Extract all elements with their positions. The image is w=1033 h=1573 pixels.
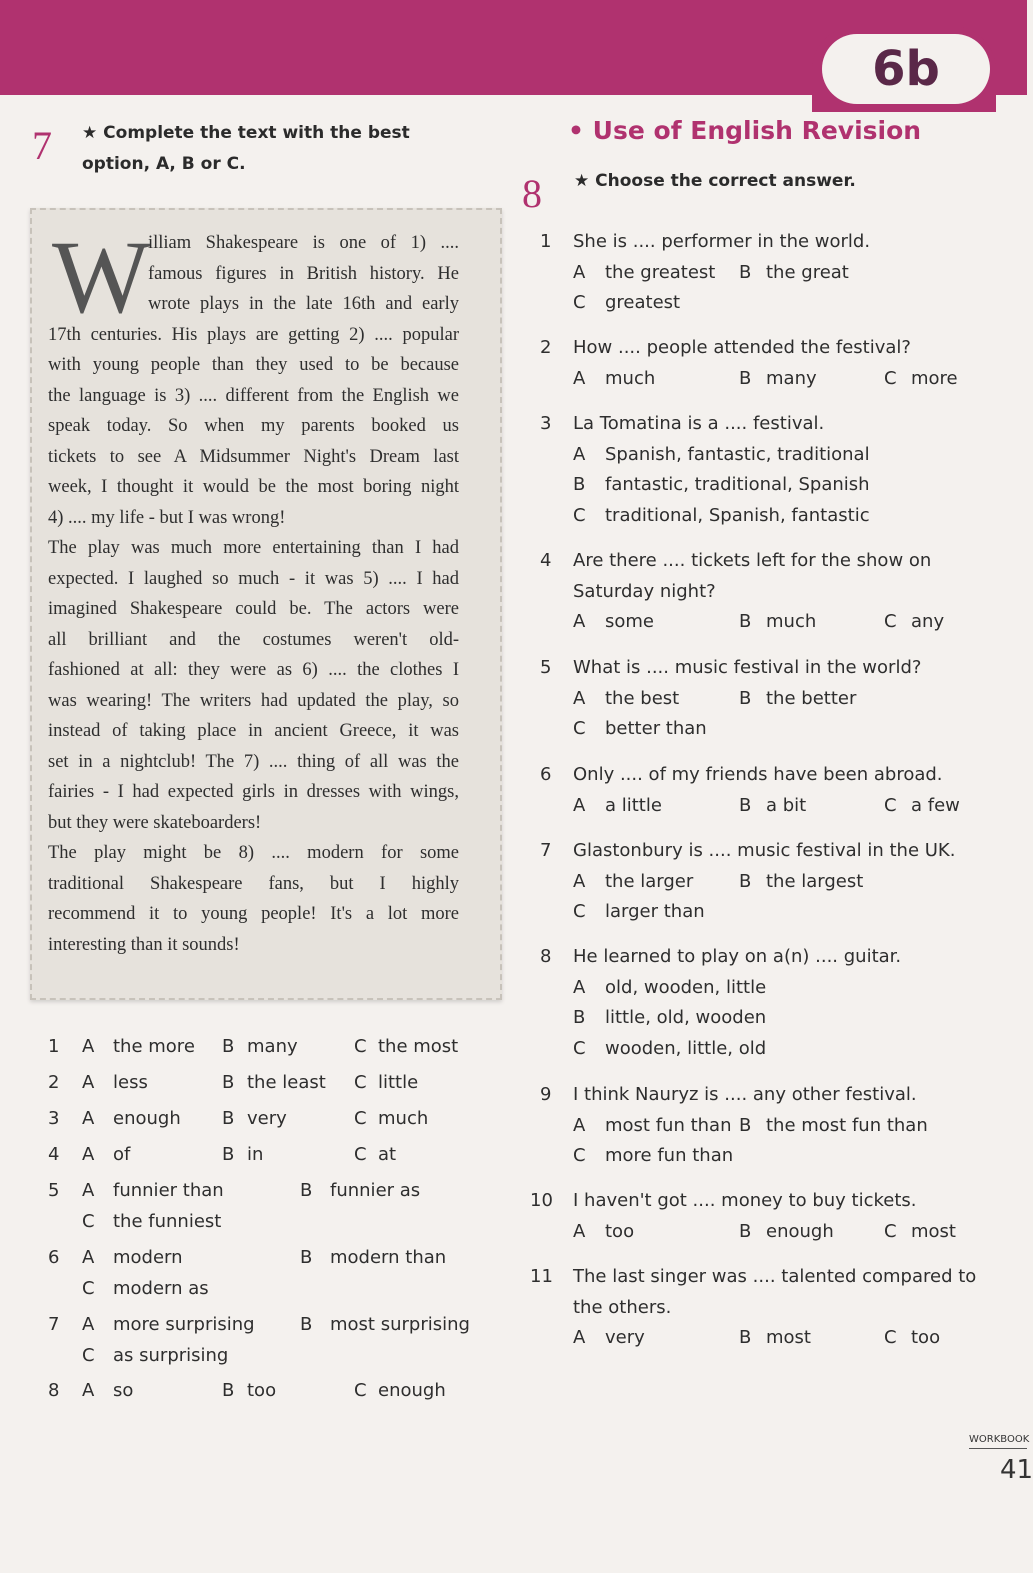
answer-b: the most fun than <box>766 1114 928 1136</box>
question-number: 5 <box>540 657 552 678</box>
answer-c: more fun than <box>605 1145 734 1166</box>
answer-b: many <box>766 367 817 389</box>
option-b: modern than <box>330 1247 447 1268</box>
answer-c: larger than <box>605 901 705 922</box>
answer-letter-c: C <box>573 901 586 922</box>
question-text: How .... people attended the festival? <box>573 337 911 358</box>
passage-line: expected. I laughed so much - it was 5) .... I had <box>48 568 459 589</box>
answer-c: most <box>911 1220 956 1242</box>
answer-letter-c: C <box>573 718 586 739</box>
exercise-7-instruction: ★ Complete the text with the best option, A, B or C. <box>82 123 410 174</box>
question-text: La Tomatina is a .... festival. <box>573 413 825 434</box>
option-number: 7 <box>48 1314 60 1335</box>
passage-line: illiam Shakespeare is one of 1) .... <box>148 233 459 253</box>
passage-line: but they were skateboarders! <box>48 812 262 833</box>
passage-line: tickets to see A Midsummer Night's Dream last <box>48 446 459 467</box>
question-number: 11 <box>530 1266 553 1287</box>
answer-b: the better <box>766 687 857 709</box>
answer-c: too <box>911 1327 941 1348</box>
passage-line: wrote plays in the late 16th and early <box>148 294 459 314</box>
passage-line: was wearing! The writers had updated the play, so <box>48 690 459 711</box>
answer-a: a little <box>605 794 662 816</box>
passage-line: traditional Shakespeare fans, but I highly <box>48 873 459 894</box>
question-number: 2 <box>540 337 552 358</box>
answer-c: any <box>911 611 945 632</box>
option-a: funnier than <box>113 1180 224 1201</box>
answer-letter-a: A <box>573 1114 586 1136</box>
section-title: • Use of English Revision <box>568 116 922 145</box>
option-a: the more <box>113 1036 195 1057</box>
answer-c: more <box>911 367 958 389</box>
answer-a: too <box>605 1220 635 1242</box>
option-b: many <box>247 1036 298 1057</box>
option-number: 8 <box>48 1380 60 1401</box>
option-number: 2 <box>48 1072 60 1093</box>
answer-letter-a: A <box>573 261 586 283</box>
answer-b: fantastic, traditional, Spanish <box>605 474 870 495</box>
page-number: 41 <box>1000 1455 1033 1485</box>
question-text: I think Nauryz is .... any other festival. <box>573 1084 917 1105</box>
option-letter-a: A <box>82 1144 95 1165</box>
answer-letter-c: C <box>573 1037 586 1059</box>
answer-letter-c: C <box>573 1145 586 1166</box>
option-letter-c: C <box>82 1345 95 1366</box>
passage-line: week, I thought it would be the most boring night <box>48 477 459 497</box>
option-letter-b: B <box>222 1380 235 1401</box>
option-letter-c: C <box>354 1072 367 1093</box>
answer-letter-b: B <box>739 1114 752 1136</box>
option-letter-b: B <box>300 1180 313 1201</box>
question-number: 3 <box>540 413 552 434</box>
question-text-cont: the others. <box>573 1296 672 1318</box>
answer-letter-b: B <box>739 794 752 816</box>
passage-line: famous figures in British history. He <box>148 263 459 284</box>
drop-cap: W <box>52 220 151 335</box>
option-a: of <box>113 1144 131 1165</box>
option-letter-c: C <box>354 1380 367 1401</box>
answer-letter-c: C <box>884 1220 897 1242</box>
question-text: I haven't got .... money to buy tickets. <box>573 1190 917 1211</box>
answer-letter-a: A <box>573 794 586 816</box>
option-number: 4 <box>48 1144 60 1165</box>
answer-letter-a: A <box>573 443 586 465</box>
option-letter-a: A <box>82 1108 95 1129</box>
answer-letter-a: A <box>573 687 586 709</box>
answer-a: old, wooden, little <box>605 976 767 998</box>
answer-c: wooden, little, old <box>605 1037 767 1059</box>
option-a: so <box>113 1380 134 1401</box>
passage-line: the language is 3) .... different from the English we <box>48 385 459 406</box>
answer-a: most fun than <box>605 1114 732 1136</box>
option-b: in <box>247 1144 264 1165</box>
answer-letter-a: A <box>573 1327 586 1348</box>
option-b: most surprising <box>330 1314 470 1335</box>
option-c: modern as <box>113 1278 209 1299</box>
passage-line: set in a nightclub! The 7) .... thing of all was the <box>48 751 459 772</box>
option-c: little <box>378 1072 419 1093</box>
option-number: 5 <box>48 1180 60 1201</box>
passage-line: imagined Shakespeare could be. The actors were <box>48 599 459 619</box>
option-a: enough <box>113 1108 181 1129</box>
question-text: Are there .... tickets left for the show on <box>573 550 932 571</box>
option-b: too <box>247 1380 277 1401</box>
answer-b: most <box>766 1327 811 1348</box>
option-number: 1 <box>48 1036 60 1057</box>
answer-letter-c: C <box>884 794 897 816</box>
option-letter-c: C <box>354 1036 367 1057</box>
option-number: 6 <box>48 1247 60 1268</box>
answer-letter-c: C <box>884 367 897 389</box>
option-b: funnier as <box>330 1180 421 1201</box>
answer-letter-b: B <box>739 687 752 709</box>
answer-letter-b: B <box>739 1327 752 1348</box>
answer-letter-a: A <box>573 870 586 892</box>
answer-c: a few <box>911 794 960 816</box>
answer-a: the best <box>605 687 680 709</box>
answer-letter-a: A <box>573 976 586 998</box>
option-c: the most <box>378 1036 459 1057</box>
question-text: Glastonbury is .... music festival in the UK. <box>573 840 956 861</box>
question-number: 8 <box>540 946 552 967</box>
option-letter-b: B <box>300 1314 313 1335</box>
option-c: the funniest <box>113 1211 222 1232</box>
answer-a: some <box>605 611 654 632</box>
answer-letter-b: B <box>739 261 752 283</box>
option-letter-a: A <box>82 1247 95 1268</box>
option-letter-b: B <box>222 1108 235 1129</box>
option-letter-a: A <box>82 1180 95 1201</box>
option-letter-a: A <box>82 1380 95 1401</box>
answer-b: a bit <box>766 794 807 816</box>
answer-a: very <box>605 1327 645 1348</box>
option-letter-a: A <box>82 1314 95 1335</box>
option-c: as surprising <box>113 1345 229 1366</box>
question-number: 1 <box>540 231 552 252</box>
option-letter-b: B <box>222 1036 235 1057</box>
passage-line: speak today. So when my parents booked us <box>48 416 459 436</box>
option-letter-c: C <box>82 1211 95 1232</box>
option-a: modern <box>113 1247 183 1268</box>
option-number: 3 <box>48 1108 60 1129</box>
option-c: much <box>378 1108 429 1129</box>
answer-a: much <box>605 367 656 389</box>
answer-a: Spanish, fantastic, traditional <box>605 443 870 465</box>
exercise-7-number: 7 <box>32 123 52 168</box>
passage-line: recommend it to young people! It's a lot more <box>48 904 459 924</box>
option-letter-b: B <box>222 1072 235 1093</box>
option-c: at <box>378 1144 397 1165</box>
question-text: The last singer was .... talented compared to <box>573 1266 977 1287</box>
option-c: enough <box>378 1380 446 1401</box>
answer-letter-c: C <box>884 611 897 632</box>
answer-a: the larger <box>605 870 694 892</box>
answer-b: much <box>766 611 817 632</box>
answer-b: the great <box>766 261 849 283</box>
question-number: 7 <box>540 840 552 861</box>
answer-letter-c: C <box>573 504 586 526</box>
answer-letter-c: C <box>884 1327 897 1348</box>
option-letter-b: B <box>222 1144 235 1165</box>
option-letter-a: A <box>82 1072 95 1093</box>
passage-line: The play might be 8) .... modern for some <box>48 843 459 863</box>
answer-letter-b: B <box>739 870 752 892</box>
passage-line: instead of taking place in ancient Greece, it was <box>48 721 459 741</box>
exercise-8-instruction: ★ Choose the correct answer. <box>574 171 856 191</box>
passage-line: with young people than they used to be because <box>48 355 459 375</box>
question-number: 6 <box>540 764 552 785</box>
question-text: What is .... music festival in the world? <box>573 657 922 678</box>
option-letter-c: C <box>354 1108 367 1129</box>
footer-divider <box>969 1448 1027 1449</box>
passage-line: 17th centuries. His plays are getting 2) .... popular <box>48 324 459 345</box>
option-a: less <box>113 1072 148 1093</box>
passage-line: fairies - I had expected girls in dresses with wings, <box>48 782 459 802</box>
option-b: the least <box>247 1072 326 1093</box>
option-b: very <box>247 1108 287 1129</box>
option-letter-c: C <box>354 1144 367 1165</box>
workbook-label: WORKBOOK <box>969 1434 1030 1445</box>
passage-line: The play was much more entertaining than I had <box>48 538 459 558</box>
answer-letter-b: B <box>739 367 752 389</box>
answer-letter-b: B <box>739 1220 752 1242</box>
passage-line: 4) .... my life - but I was wrong! <box>48 507 286 528</box>
answer-c: better than <box>605 718 707 739</box>
passage-line: fashioned at all: they were as 6) .... the clothes I <box>48 660 459 680</box>
answer-letter-b: B <box>573 474 586 495</box>
option-a: more surprising <box>113 1314 255 1335</box>
answer-letter-c: C <box>573 292 586 313</box>
question-number: 9 <box>540 1084 552 1105</box>
answer-c: traditional, Spanish, fantastic <box>605 504 870 526</box>
exercise-8-number: 8 <box>522 171 542 216</box>
question-text-cont: Saturday night? <box>573 580 716 602</box>
answer-a: the greatest <box>605 261 716 283</box>
answer-c: greatest <box>605 292 681 313</box>
answer-letter-a: A <box>573 1220 586 1242</box>
answer-letter-a: A <box>573 367 586 389</box>
option-letter-a: A <box>82 1036 95 1057</box>
question-number: 4 <box>540 550 552 571</box>
unit-label: 6b <box>872 41 940 97</box>
answer-letter-b: B <box>573 1007 586 1028</box>
question-text: Only .... of my friends have been abroad. <box>573 764 943 785</box>
answer-letter-a: A <box>573 611 586 632</box>
passage-line: all brilliant and the costumes weren't old- <box>48 629 459 650</box>
question-number: 10 <box>530 1190 553 1211</box>
answer-letter-b: B <box>739 611 752 632</box>
answer-b: enough <box>766 1220 834 1242</box>
answer-b: little, old, wooden <box>605 1007 767 1028</box>
answer-b: the largest <box>766 870 864 892</box>
option-letter-c: C <box>82 1278 95 1299</box>
option-letter-b: B <box>300 1247 313 1268</box>
question-text: He learned to play on a(n) .... guitar. <box>573 946 902 967</box>
passage-line: interesting than it sounds! <box>48 934 240 955</box>
question-text: She is .... performer in the world. <box>573 231 871 252</box>
